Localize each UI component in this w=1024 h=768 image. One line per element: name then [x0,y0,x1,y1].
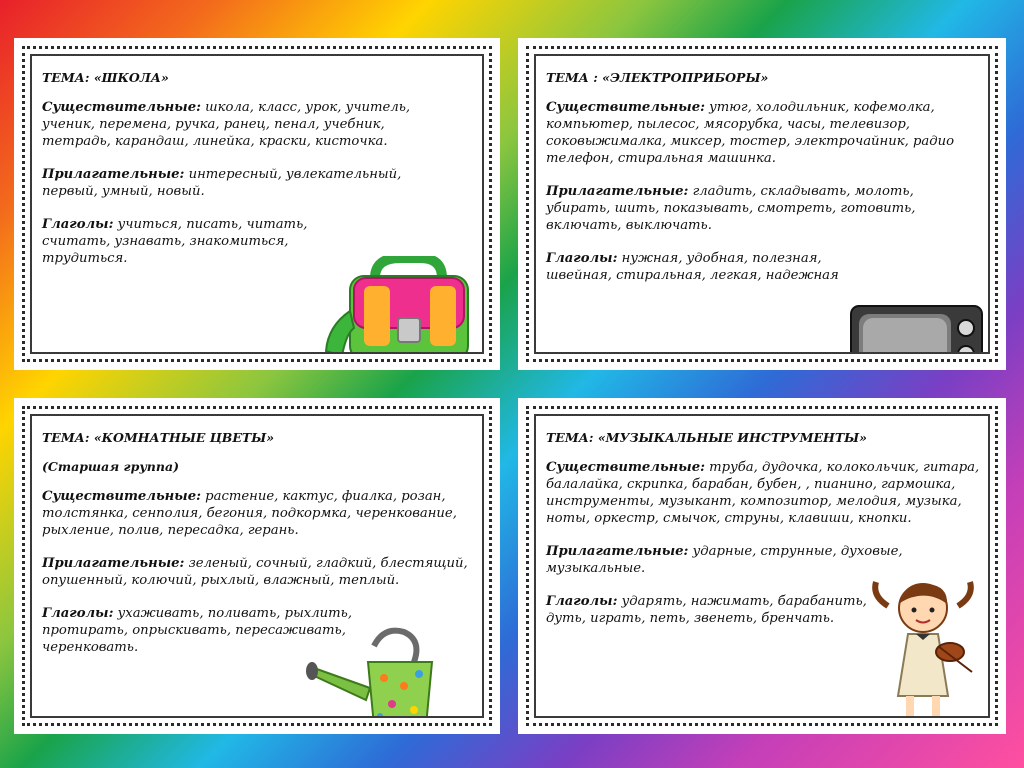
card-school [14,38,500,370]
verbs-label: Глаголы: [546,251,618,266]
watering-can-icon [304,626,454,718]
school-bag-icon [320,256,470,354]
card-title: ТЕМА: «МУЗЫКАЛЬНЫЕ ИНСТРУМЕНТЫ» [546,430,867,445]
adjectives-paragraph [42,166,432,200]
nouns-label: Существительные: [546,460,705,475]
verbs-text: ухаживать, поливать, рыхлить, протирать, опрыскивать, пересаживать, черенковать. [42,606,353,655]
adjectives-text: интересный, увлекательный, первый, умный, новый. [42,167,402,199]
adjectives-paragraph [546,543,916,577]
adjectives-label: Прилагательные: [42,167,185,182]
card-appliances-content [534,54,990,354]
verbs-label: Глаголы: [42,217,114,232]
card-school-content [30,54,484,354]
nouns-paragraph [546,459,986,527]
verbs-text: нужная, удобная, полезная, швейная, стиральная, легкая, надежная [546,251,839,283]
verbs-text: учиться, писать, читать, считать, узнавать, знакомиться, трудиться. [42,217,308,266]
card-title: ТЕМА: «ШКОЛА» [42,70,169,85]
verbs-paragraph [546,593,886,627]
verbs-label: Глаголы: [42,606,114,621]
nouns-paragraph [42,488,482,539]
nouns-paragraph [42,99,432,150]
nouns-text: труба, дудочка, колокольчик, гитара, балалайка, скрипка, барабан, бубен, , пианино, гармошка, инструменты, музыкант, композитор, мелодия, музыка, ноты, оркестр, смычок, струны, клавиши, кнопки. [546,460,980,526]
nouns-label: Существительные: [42,100,201,115]
nouns-text: школа, класс, урок, учитель, ученик, перемена, ручка, ранец, пенал, учебник, тетрадь, карандаш, линейка, краски, кисточка. [42,100,411,149]
adjectives-text: гладить, складывать, молоть, убирать, шить, показывать, смотреть, готовить, включать, выключать. [546,184,916,233]
adjectives-paragraph [546,183,946,234]
card-house-plants [14,398,500,734]
tv-icon [849,304,984,354]
nouns-paragraph [546,99,986,167]
adjectives-label: Прилагательные: [546,544,689,559]
verbs-text: ударять, нажимать, барабанить, дуть, играть, петь, звенеть, бренчать. [546,594,867,626]
verbs-paragraph [546,250,846,284]
nouns-text: утюг, холодильник, кофемолка, компьютер, пылесос, мясорубка, часы, телевизор, соковыжималка, миксер, тостер, электрочайник, радио телефон, стиральная машинка. [546,100,955,166]
adjectives-label: Прилагательные: [42,556,185,571]
card-appliances [518,38,1006,370]
adjectives-label: Прилагательные: [546,184,689,199]
nouns-label: Существительные: [546,100,705,115]
adjectives-text: зеленый, сочный, гладкий, блестящий, опушенный, колючий, рыхлый, влажный, теплый. [42,556,468,588]
card-subtitle: (Старшая группа) [42,459,179,474]
adjectives-text: ударные, струнные, духовые, музыкальные. [546,544,903,576]
nouns-label: Существительные: [42,489,201,504]
card-title: ТЕМА : «ЭЛЕКТРОПРИБОРЫ» [546,70,769,85]
verbs-paragraph [42,216,342,267]
adjectives-paragraph [42,555,482,589]
girl-violin-icon [868,576,978,718]
card-house-plants-content [30,414,484,718]
card-musical-instruments-content [534,414,990,718]
verbs-label: Глаголы: [546,594,618,609]
card-musical-instruments [518,398,1006,734]
nouns-text: растение, кактус, фиалка, розан, толстянка, сенполия, бегония, подкормка, черенкование, рыхление, полив, пересадка, герань. [42,489,457,538]
card-title: ТЕМА: «КОМНАТНЫЕ ЦВЕТЫ» [42,430,275,445]
